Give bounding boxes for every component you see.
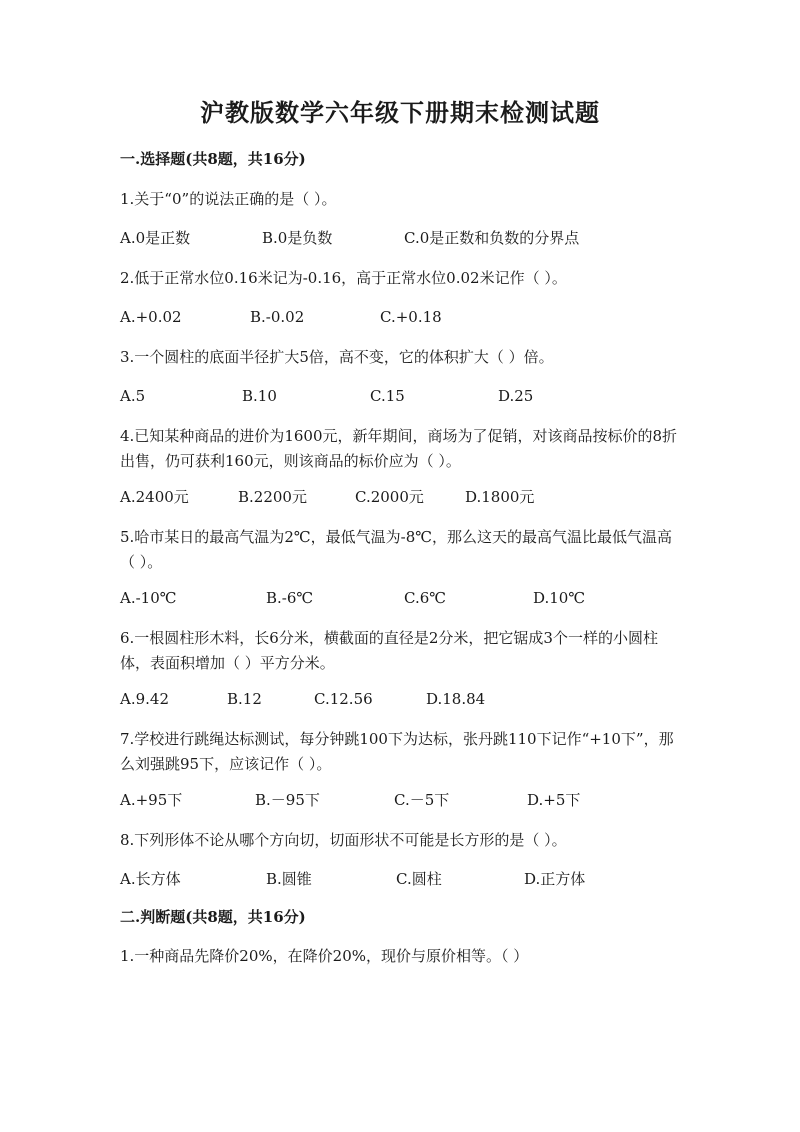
option-c: C.6℃ <box>404 589 447 607</box>
question-text: 7.学校进行跳绳达标测试，每分钟跳100下为达标，张丹跳110下记作“+10下”，那么刘强跳95下，应该记作（ ）。 <box>120 730 674 773</box>
option-b: B.0是负数 <box>262 229 333 247</box>
question-text: 8.下列形体不论从哪个方向切，切面形状不可能是长方形的是（ ）。 <box>120 831 567 849</box>
option-a: A.+95下 <box>120 791 183 809</box>
judgement-question-text: 1.一种商品先降价20%，在降价20%，现价与原价相等。（ ） <box>120 947 529 965</box>
question-text: 3.一个圆柱的底面半径扩大5倍，高不变，它的体积扩大（ ）倍。 <box>120 348 554 366</box>
section-heading-judgement: 二.判断题(共8题，共16分) <box>120 908 306 926</box>
option-a: A.-10℃ <box>120 589 177 607</box>
option-b: B.2200元 <box>238 488 307 506</box>
option-b: B.12 <box>227 690 262 708</box>
option-b: B.圆锥 <box>266 870 312 888</box>
option-d: D.10℃ <box>533 589 586 607</box>
option-a: A.+0.02 <box>120 308 182 326</box>
option-b: B.-0.02 <box>250 308 305 326</box>
page-title: 沪教版数学六年级下册期末检测试题 <box>200 98 600 127</box>
question-text: 5.哈市某日的最高气温为2℃，最低气温为-8℃，那么这天的最高气温比最低气温高（ ）。 <box>120 528 673 571</box>
option-d: D.1800元 <box>465 488 535 506</box>
option-c: C.－5下 <box>394 791 450 809</box>
option-d: D.+5下 <box>527 791 581 809</box>
option-c: C.0是正数和负数的分界点 <box>404 229 580 247</box>
option-a: A.9.42 <box>120 690 169 708</box>
option-c: C.15 <box>370 387 405 405</box>
option-a: A.长方体 <box>120 870 181 888</box>
question-text: 4.已知某种商品的进价为1600元，新年期间，商场为了促销，对该商品按标价的8折出售，仍可获利160元，则该商品的标价应为（ ）。 <box>120 427 678 470</box>
option-d: D.18.84 <box>426 690 486 708</box>
option-c: C.12.56 <box>314 690 373 708</box>
option-c: C.圆柱 <box>396 870 442 888</box>
option-d: D.正方体 <box>524 870 586 888</box>
option-c: C.2000元 <box>355 488 424 506</box>
option-d: D.25 <box>498 387 534 405</box>
option-a: A.5 <box>120 387 146 405</box>
option-c: C.+0.18 <box>380 308 442 326</box>
question-text: 2.低于正常水位0.16米记为-0.16，高于正常水位0.02米记作（ ）。 <box>120 269 567 287</box>
option-a: A.2400元 <box>120 488 189 506</box>
option-b: B.-6℃ <box>266 589 314 607</box>
section-heading-choice: 一.选择题(共8题，共16分) <box>120 150 306 168</box>
option-b: B.－95下 <box>255 791 320 809</box>
question-text: 1.关于“0”的说法正确的是（ ）。 <box>120 190 337 208</box>
option-a: A.0是正数 <box>120 229 191 247</box>
question-text: 6.一根圆柱形木料，长6分米，横截面的直径是2分米，把它锯成3个一样的小圆柱体，表面积增加（ ）平方分米。 <box>120 629 658 672</box>
option-b: B.10 <box>242 387 277 405</box>
